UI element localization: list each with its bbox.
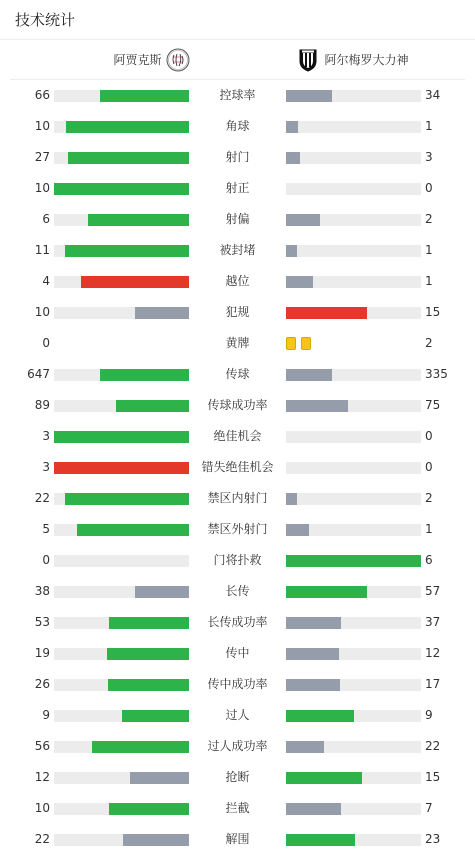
- stat-row: [0, 700, 475, 731]
- home-stat-bar: [54, 524, 189, 536]
- yellow-card-icon: [301, 337, 311, 350]
- away-stat-bar-fill: [286, 741, 324, 753]
- home-stat-bar: [54, 834, 189, 846]
- stat-row: [0, 731, 475, 762]
- home-stat-value: 10: [34, 119, 50, 133]
- away-yellow-cards: [286, 337, 316, 350]
- home-stat-value: 11: [34, 243, 50, 257]
- stat-row: [0, 669, 475, 700]
- home-stat-value: 89: [34, 398, 50, 412]
- away-stat-value: 17: [425, 677, 441, 691]
- stat-label: 越位: [225, 274, 250, 288]
- home-stat-bar-fill: [109, 617, 189, 629]
- stat-label: 射正: [225, 181, 250, 195]
- home-stat-bar: [54, 803, 189, 815]
- away-stat-value: 12: [425, 646, 441, 660]
- home-stat-value: 10: [34, 801, 50, 815]
- away-stat-bar: [286, 586, 421, 598]
- away-stat-bar: [286, 462, 421, 474]
- home-stat-bar: [54, 710, 189, 722]
- home-stat-bar: [54, 307, 189, 319]
- stat-row: [0, 824, 475, 855]
- stat-row: [0, 638, 475, 669]
- home-stat-bar-fill: [135, 307, 189, 319]
- away-stat-value: 1: [425, 274, 433, 288]
- home-stat-value: 53: [34, 615, 50, 629]
- stat-label: 门将扑救: [213, 553, 262, 567]
- away-stat-value: 75: [425, 398, 441, 412]
- away-stat-bar-fill: [286, 586, 367, 598]
- stat-label: 长传: [225, 584, 250, 598]
- stat-label: 解围: [225, 832, 250, 846]
- home-stat-bar: [54, 369, 189, 381]
- home-stat-bar: [54, 214, 189, 226]
- away-stat-bar-fill: [286, 555, 421, 567]
- home-stat-bar-fill: [130, 772, 189, 784]
- stat-row: [0, 80, 475, 111]
- home-team[interactable]: [10, 48, 238, 72]
- away-stat-bar-fill: [286, 121, 298, 133]
- stat-row: [0, 483, 475, 514]
- home-stat-bar-fill: [109, 803, 189, 815]
- stat-row: [0, 359, 475, 390]
- stat-label: 黄牌: [225, 336, 250, 350]
- away-stat-bar: [286, 214, 421, 226]
- ajax-crest-icon: [166, 48, 190, 72]
- home-stat-bar: [54, 772, 189, 784]
- away-stat-bar: [286, 710, 421, 722]
- stat-row: [0, 390, 475, 421]
- home-stat-bar: [54, 431, 189, 443]
- stat-row: [0, 452, 475, 483]
- away-stat-bar-fill: [286, 152, 300, 164]
- stat-row: [0, 173, 475, 204]
- away-stat-bar: [286, 679, 421, 691]
- stat-row: [0, 235, 475, 266]
- away-stat-bar: [286, 307, 421, 319]
- home-stat-bar: [54, 245, 189, 257]
- home-stat-bar-fill: [116, 400, 189, 412]
- home-stat-value: 4: [42, 274, 50, 288]
- stat-row: [0, 421, 475, 452]
- away-stat-bar-fill: [286, 617, 341, 629]
- home-stat-value: 27: [34, 150, 50, 164]
- stat-label: 犯规: [225, 305, 250, 319]
- away-stat-bar-fill: [286, 400, 348, 412]
- away-team[interactable]: [238, 48, 466, 72]
- away-stat-bar-fill: [286, 90, 332, 102]
- home-stat-value: 6: [42, 212, 50, 226]
- home-stat-value: 3: [42, 429, 50, 443]
- stat-row: [0, 576, 475, 607]
- home-stat-value: 3: [42, 460, 50, 474]
- stat-label: 传球成功率: [207, 398, 268, 412]
- away-stat-bar: [286, 772, 421, 784]
- away-stat-value: 6: [425, 553, 433, 567]
- away-stat-bar-fill: [286, 834, 355, 846]
- away-stat-bar-fill: [286, 245, 297, 257]
- home-stat-bar-fill: [65, 493, 189, 505]
- away-stat-value: 15: [425, 305, 441, 319]
- stat-label: 绝佳机会: [213, 429, 262, 443]
- home-stat-bar: [54, 586, 189, 598]
- stat-label: 传中: [225, 646, 250, 660]
- stat-label: 错失绝佳机会: [201, 460, 274, 474]
- away-stat-bar: [286, 648, 421, 660]
- home-stat-bar-fill: [92, 741, 189, 753]
- home-stat-bar: [54, 276, 189, 288]
- away-stat-value: 57: [425, 584, 441, 598]
- home-stat-bar-fill: [54, 183, 189, 195]
- away-stat-value: 3: [425, 150, 433, 164]
- away-stat-value: 34: [425, 88, 441, 102]
- stat-label: 被封堵: [219, 243, 256, 257]
- away-stat-bar-fill: [286, 803, 341, 815]
- home-stat-bar: [54, 152, 189, 164]
- away-stat-bar: [286, 90, 421, 102]
- stat-row: [0, 266, 475, 297]
- away-stat-bar: [286, 524, 421, 536]
- stat-row: [0, 297, 475, 328]
- away-stat-bar-fill: [286, 648, 339, 660]
- home-stat-bar-fill: [123, 834, 189, 846]
- away-stat-value: 22: [425, 739, 441, 753]
- stat-label: 传球: [225, 367, 250, 381]
- home-stat-value: 19: [34, 646, 50, 660]
- away-stat-bar-fill: [286, 679, 340, 691]
- home-stat-value: 647: [27, 367, 50, 381]
- home-stat-value: 5: [42, 522, 50, 536]
- home-team-name: 阿贾克斯: [113, 53, 162, 67]
- stat-row: [0, 545, 475, 576]
- stat-row: [0, 111, 475, 142]
- home-stat-value: 12: [34, 770, 50, 784]
- stat-label: 禁区内射门: [207, 491, 268, 505]
- away-stat-bar: [286, 369, 421, 381]
- home-stat-bar-fill: [122, 710, 190, 722]
- stat-row: [0, 607, 475, 638]
- away-stat-value: 335: [425, 367, 448, 381]
- away-stat-value: 0: [425, 181, 433, 195]
- home-stat-bar-fill: [54, 431, 189, 443]
- away-stat-bar-fill: [286, 307, 367, 319]
- home-stat-bar-fill: [88, 214, 189, 226]
- page-title: 技术统计: [15, 11, 76, 29]
- home-stat-bar: [54, 648, 189, 660]
- home-stat-value: 22: [34, 491, 50, 505]
- home-stat-value: 10: [34, 305, 50, 319]
- away-stat-bar: [286, 493, 421, 505]
- home-stat-bar: [54, 121, 189, 133]
- stat-row: [0, 762, 475, 793]
- away-stat-bar-fill: [286, 524, 309, 536]
- home-stat-bar-fill: [68, 152, 190, 164]
- away-stat-bar: [286, 152, 421, 164]
- home-stat-value: 22: [34, 832, 50, 846]
- home-stat-bar-fill: [77, 524, 189, 536]
- stat-label: 长传成功率: [207, 615, 268, 629]
- stat-row: [0, 204, 475, 235]
- home-stat-bar: [54, 679, 189, 691]
- stat-row: [0, 142, 475, 173]
- stat-label: 禁区外射门: [207, 522, 268, 536]
- stat-label: 角球: [225, 119, 250, 133]
- stat-row: [0, 328, 475, 359]
- home-stat-value: 66: [34, 88, 50, 102]
- home-stat-value: 9: [42, 708, 50, 722]
- stats-header: [0, 0, 475, 40]
- home-stat-value: 26: [34, 677, 50, 691]
- away-stat-value: 15: [425, 770, 441, 784]
- away-stat-bar: [286, 555, 421, 567]
- stat-label: 传中成功率: [207, 677, 268, 691]
- away-stat-value: 2: [425, 336, 433, 350]
- stat-label: 控球率: [219, 88, 256, 102]
- stat-label: 射门: [225, 150, 250, 164]
- home-stat-bar: [54, 555, 189, 567]
- away-stat-bar: [286, 431, 421, 443]
- yellow-card-icon: [286, 337, 296, 350]
- stat-label: 射偏: [225, 212, 250, 226]
- away-stat-bar-fill: [286, 710, 354, 722]
- away-stat-bar-fill: [286, 493, 297, 505]
- away-stat-value: 2: [425, 212, 433, 226]
- home-stat-bar: [54, 617, 189, 629]
- away-stat-bar-fill: [286, 369, 332, 381]
- home-stat-bar: [54, 741, 189, 753]
- away-stat-bar-fill: [286, 214, 320, 226]
- teams-row: [10, 40, 465, 80]
- away-stat-bar: [286, 741, 421, 753]
- heracles-crest-icon: [296, 48, 320, 72]
- home-stat-value: 0: [42, 553, 50, 567]
- home-stat-bar-fill: [100, 90, 189, 102]
- stat-label: 拦截: [225, 801, 250, 815]
- home-stat-value: 56: [34, 739, 50, 753]
- home-stat-bar-fill: [65, 245, 189, 257]
- home-stat-value: 38: [34, 584, 50, 598]
- home-stat-bar-fill: [107, 648, 189, 660]
- away-stat-value: 1: [425, 522, 433, 536]
- home-stat-bar-fill: [135, 586, 189, 598]
- home-stat-bar: [54, 400, 189, 412]
- home-stat-bar: [54, 183, 189, 195]
- home-stat-bar-fill: [81, 276, 189, 288]
- stat-label: 过人: [225, 708, 250, 722]
- home-stat-bar: [54, 493, 189, 505]
- away-stat-bar: [286, 803, 421, 815]
- home-stat-bar-fill: [100, 369, 189, 381]
- away-stat-bar: [286, 121, 421, 133]
- away-stat-value: 0: [425, 429, 433, 443]
- away-stat-value: 2: [425, 491, 433, 505]
- home-stat-bar-fill: [108, 679, 189, 691]
- away-stat-value: 1: [425, 119, 433, 133]
- stat-row: [0, 793, 475, 824]
- away-stat-bar-fill: [286, 276, 313, 288]
- away-stat-bar: [286, 617, 421, 629]
- away-stat-value: 23: [425, 832, 441, 846]
- away-stat-bar-fill: [286, 772, 362, 784]
- home-stat-value: 0: [42, 336, 50, 350]
- stat-label: 抢断: [225, 770, 250, 784]
- home-stat-value: 10: [34, 181, 50, 195]
- away-stat-value: 0: [425, 460, 433, 474]
- away-stat-value: 9: [425, 708, 433, 722]
- away-stat-bar: [286, 245, 421, 257]
- away-stat-value: 37: [425, 615, 441, 629]
- home-stat-bar: [54, 462, 189, 474]
- home-stat-bar: [54, 90, 189, 102]
- away-stat-bar: [286, 276, 421, 288]
- home-stat-bar-fill: [54, 462, 189, 474]
- away-stat-bar: [286, 834, 421, 846]
- away-stat-bar: [286, 183, 421, 195]
- stats-list: [0, 80, 475, 855]
- stat-label: 过人成功率: [207, 739, 268, 753]
- away-team-name: 阿尔梅罗大力神: [324, 53, 409, 67]
- away-stat-bar: [286, 400, 421, 412]
- away-stat-value: 7: [425, 801, 433, 815]
- stat-row: [0, 514, 475, 545]
- home-stat-bar-fill: [66, 121, 189, 133]
- away-stat-value: 1: [425, 243, 433, 257]
